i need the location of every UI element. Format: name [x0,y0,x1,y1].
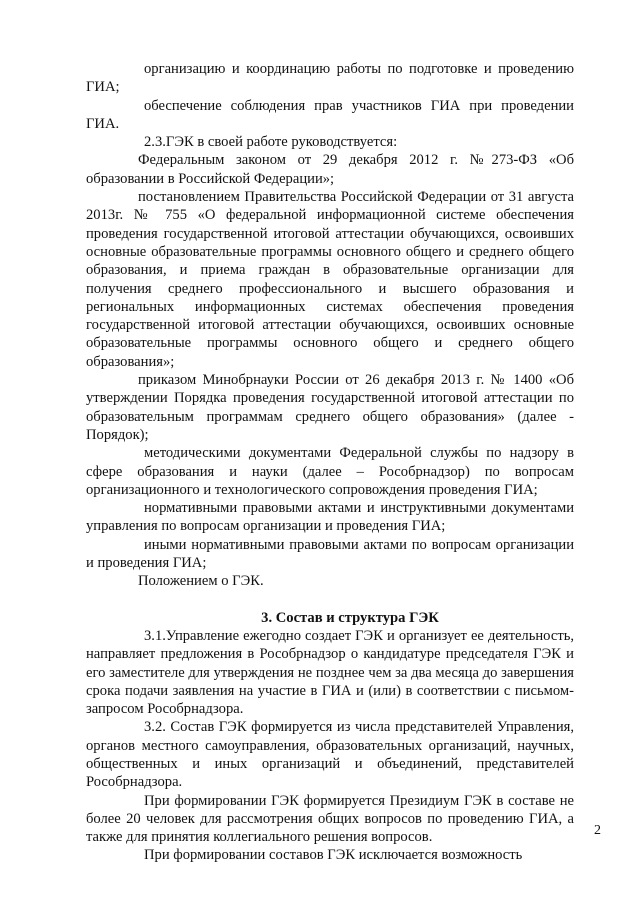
paragraph: При формировании составов ГЭК исключается возможность [144,847,523,864]
paragraph: 2.3.ГЭК в своей работе руководствуется: [144,134,398,151]
section-spacer [86,591,574,609]
paragraph: При формировании ГЭК формируется Президиум ГЭК в составе не более 20 человек для рассмотрения общих вопросов по проведению ГИА, а также для принятия коллегиального решения вопросов. [86,792,574,846]
paragraph: 3.2. Состав ГЭК формируется из числа представителей Управления, органов местного самоуправления, образовательных организаций, научных, общественных и иных организаций и объединений, представителей Рособрнадзора. [86,719,574,791]
paragraph: Федеральным законом от 29 декабря 2012 г. №273-ФЗ «Об образовании в Российской Федерации»; [86,152,574,187]
paragraph: обеспечение соблюдения прав участников ГИА при проведении ГИА. [86,97,574,132]
paragraph: постановлением Правительства Российской Федерации от 31 августа 2013г. № 755 «О федеральной информационной системе обеспечения проведения государственной итоговой аттестации обучающихся, освоивших основные образовательные программы основного общего и среднего общего образования, и приема граждан в образовательные организации для получения среднего профессионального и высшего образования и региональных информационных системах обеспечения проведения государственной итоговой аттестации обучающихся, освоивших основные образовательные программы основного общего и среднего общего образования»; [86,189,574,370]
section-heading: 3. Состав и структура ГЭК [261,609,439,626]
paragraph: 3.1.Управление ежегодно создает ГЭК и организует ее деятельность, направляет предложения в Рособрнадзор о кандидатуре председателя ГЭК и его заместителе для утверждения не позднее чем за два месяца до завершения срока подачи заявления на участие в ГИА и (или) в соответствии с письмом-запросом Рособрнадзора. [86,627,574,718]
document-body [86,60,574,865]
paragraph: Положением о ГЭК. [138,573,264,590]
page-number: 2 [594,823,601,838]
paragraph: приказом Минобрнауки России от 26 декабря 2013 г. № 1400 «Об утверждении Порядка проведения государственной итоговой аттестации по образовательным программам среднего общего образования» (далее - Порядок); [86,372,574,443]
paragraph: нормативными правовыми актами и инструктивными документами управления по вопросам организации и проведения ГИА; [86,500,574,535]
paragraph: методическими документами Федеральной службы по надзору в сфере образования и науки (далее – Рособрнадзор) по вопросам организационного и технологического сопровождения проведения ГИА; [86,445,574,498]
paragraph: иными нормативными правовыми актами по вопросам организации и проведения ГИА; [86,536,574,572]
paragraph: организацию и координацию работы по подготовке и проведению ГИА; [86,61,574,96]
